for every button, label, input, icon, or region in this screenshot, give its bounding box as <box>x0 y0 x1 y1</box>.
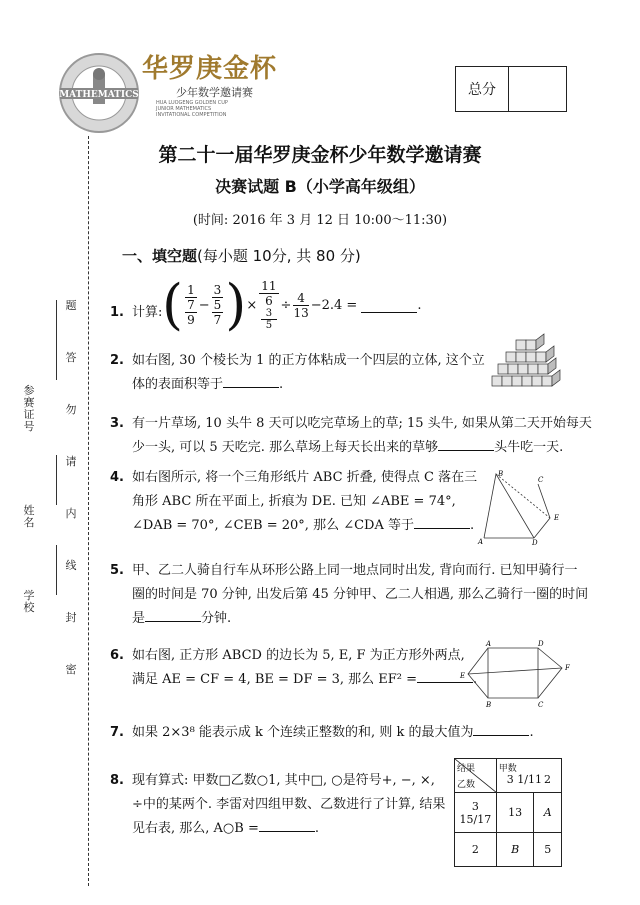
header-a-number: 甲数 <box>498 764 517 774</box>
label-a: A <box>486 640 492 648</box>
paren-close: ) <box>225 273 247 336</box>
table-cell: 2 <box>455 833 497 867</box>
q1-end: . <box>417 297 422 313</box>
table-corner-cell <box>455 759 497 793</box>
logo-subtitle: 少年数学邀请赛 <box>176 86 253 99</box>
question-number: 1. <box>110 305 124 320</box>
table-cell: B <box>496 833 534 867</box>
exam-time: (时间: 2016 年 3 月 12 日 10:00～11:30) <box>192 213 448 228</box>
question-line-text: 是 <box>132 611 146 626</box>
logo-ring-text: MATHEMATICS <box>59 90 139 100</box>
seal-line <box>88 136 89 886</box>
question-line-text: 见右表, 那么, A○B = <box>132 821 259 836</box>
line-end: . <box>473 672 478 687</box>
question-line-text: 体的表面积等于 <box>132 377 224 392</box>
question-line <box>132 607 588 631</box>
cell-value: 2 <box>544 773 551 786</box>
question-4 <box>110 466 478 542</box>
question-line: 有一片草场, 10 头牛 8 天可以吃完草场上的草; 15 头牛, 如果从第二天开始每天 <box>132 416 592 431</box>
answer-blank[interactable] <box>259 817 315 832</box>
id-line <box>30 300 57 380</box>
question-body <box>132 559 588 631</box>
question-body <box>132 644 477 692</box>
school-label: 学校 <box>23 589 35 614</box>
table-cell: 13 <box>496 793 534 833</box>
question-body <box>132 466 477 538</box>
score-value-field[interactable] <box>509 67 566 111</box>
question-line-text: ∠DAB = 70°, ∠CEB = 20°, 那么 ∠CDA 等于 <box>132 518 414 533</box>
question-line: 甲、乙二人骑自行车从环形公路上同一地点同时出发, 背向而行. 已知甲骑行一 <box>132 563 578 578</box>
answer-blank[interactable] <box>361 298 417 313</box>
label-b: B <box>486 701 492 709</box>
name-label: 姓名 <box>23 504 35 529</box>
competition-logo-emblem <box>58 52 140 134</box>
label-a: A <box>478 538 484 546</box>
label-e: E <box>460 672 466 680</box>
line-end: . <box>279 377 284 392</box>
seal-char-1: 题 <box>65 299 77 312</box>
section-note: (每小题 10分, 共 80 分) <box>197 247 361 265</box>
seal-char-6: 线 <box>65 559 77 572</box>
question-line <box>132 721 534 745</box>
question-body <box>132 721 534 745</box>
denominator-2: 9 <box>187 313 195 327</box>
question-number: 3. <box>110 416 124 431</box>
q1-expression <box>162 272 421 338</box>
line-end: 分钟. <box>201 611 232 626</box>
question-7 <box>110 721 534 747</box>
question-line <box>132 668 477 692</box>
seal-char-8: 密 <box>65 663 77 676</box>
line-end: . <box>529 725 534 740</box>
inner-frac <box>261 308 276 331</box>
school-line <box>30 545 57 595</box>
question-line: 现有算式: 甲数□乙数○1, 其中□, ○是符号+, −, ×, <box>132 773 435 788</box>
cell-value: 3 1/11 <box>506 773 542 786</box>
header-b-number: 乙数 <box>457 780 476 790</box>
seal-char-4: 请 <box>65 455 77 468</box>
denominator: 5 <box>265 320 273 331</box>
label-c: C <box>538 476 544 484</box>
logo-tiny-text: HUA LUOGENG GOLDEN CUP JUNIOR MATHEMATICS INVITATIONAL COMPETITION <box>156 100 228 118</box>
question-lead: 计算: <box>132 305 163 320</box>
numerator: 3 <box>261 308 276 320</box>
question-number: 6. <box>110 648 124 663</box>
answer-blank[interactable] <box>145 607 201 622</box>
question-5 <box>110 559 590 635</box>
seal-char-5: 内 <box>65 507 77 520</box>
section-title: 一、填空题 <box>122 247 198 265</box>
q1-frac-3 <box>259 279 278 331</box>
question-8 <box>110 769 450 845</box>
answer-blank[interactable] <box>438 436 494 451</box>
q1-frac-2 <box>212 283 224 327</box>
label-b: B <box>498 470 504 478</box>
q1-frac-4 <box>293 291 308 320</box>
label-d: D <box>538 640 544 648</box>
table-top-cell <box>496 759 561 793</box>
question-line: 圈的时间是 70 分钟, 出发后第 45 分钟甲、乙二人相遇, 那么乙骑行一圈的时间 <box>132 587 589 602</box>
numerator: 11 <box>261 279 277 293</box>
seal-char-2: 答 <box>65 351 77 364</box>
minus-sign: − <box>198 297 210 313</box>
denominator: 5 <box>213 298 222 312</box>
question-line-text: 如果 2×3⁸ 能表示成 k 个连续正整数的和, 则 k 的最大值为 <box>132 725 474 740</box>
question-number: 4. <box>110 470 124 485</box>
line-end: 头牛吃一天. <box>494 440 564 455</box>
folded-triangle-figure <box>474 470 574 546</box>
question-line <box>132 436 592 460</box>
numerator: 4 <box>293 291 308 306</box>
section-heading <box>122 245 361 266</box>
score-label: 总分 <box>456 67 509 111</box>
question-line: 如右图, 正方形 ABCD 的边长为 5, E, F 为正方形外两点, <box>132 648 465 663</box>
label-f: F <box>565 664 570 672</box>
label-e: E <box>554 514 560 522</box>
line-end: . <box>469 518 475 533</box>
denominator: 7 <box>187 298 195 312</box>
question-number: 7. <box>110 725 124 740</box>
question-3 <box>110 412 592 462</box>
seal-char-3: 勿 <box>65 403 77 416</box>
question-number: 5. <box>110 563 124 578</box>
question-number: 8. <box>110 773 124 788</box>
label-d: D <box>532 539 538 546</box>
total-score-box <box>455 66 567 112</box>
numerator: 3 <box>213 283 222 297</box>
cube-pyramid-figure <box>486 332 568 392</box>
numerator: 1 <box>187 283 195 297</box>
question-line <box>132 373 485 397</box>
square-hexagon-figure <box>458 638 576 710</box>
question-number: 2. <box>110 353 124 368</box>
question-line-text: 少一头, 可以 5 天吃完. 那么草场上每天长出来的草够 <box>132 440 439 455</box>
label-c: C <box>538 701 544 709</box>
results-table <box>454 758 562 867</box>
question-line: 角形 ABC 所在平面上, 折痕为 DE. 已知 ∠ABE = 74°, <box>132 494 456 509</box>
question-line <box>132 817 445 841</box>
table-cell: 3 15/17 <box>455 793 497 833</box>
question-2 <box>110 349 485 399</box>
logo-calligraphy: 华罗庚金杯 <box>142 54 278 84</box>
question-line: ÷中的某两个. 李雷对四组甲数、乙数进行了计算, 结果 <box>132 797 446 812</box>
times-sign: × <box>246 297 258 313</box>
denominator-2: 7 <box>213 313 222 327</box>
answer-blank[interactable] <box>414 514 470 529</box>
paren-open: ( <box>162 273 184 336</box>
question-body <box>132 412 592 460</box>
exam-subtitle: 决赛试题 B（小学高年级组） <box>215 177 425 196</box>
id-label: 参赛证号 <box>23 384 35 433</box>
header-result: 结果 <box>457 764 476 774</box>
line-end: . <box>314 821 319 836</box>
q1-frac-1 <box>185 283 197 327</box>
denominator: 13 <box>293 305 309 320</box>
table-cell: A <box>534 793 562 833</box>
question-6 <box>110 644 478 694</box>
exam-title: 第二十一届华罗庚金杯少年数学邀请赛 <box>158 144 482 166</box>
question-line-text: 满足 AE = CF = 4, BE = DF = 3, 那么 EF² = <box>132 672 418 687</box>
answer-blank[interactable] <box>223 373 279 388</box>
table-cell: 5 <box>534 833 562 867</box>
question-line: 如右图所示, 将一个三角形纸片 ABC 折叠, 使得点 C 落在三 <box>132 470 478 485</box>
question-line: 如右图, 30 个棱长为 1 的正方体粘成一个四层的立体, 这个立 <box>132 353 485 368</box>
question-body <box>132 349 485 397</box>
question-body <box>132 769 445 841</box>
whole: 6 <box>265 294 273 308</box>
q1-tail: −2.4 = <box>310 297 358 313</box>
seal-char-7: 封 <box>65 611 77 624</box>
divide-sign: ÷ <box>280 297 292 313</box>
mixed-denominator <box>259 294 278 331</box>
name-line <box>30 455 57 505</box>
question-line <box>132 514 477 538</box>
answer-blank[interactable] <box>473 721 529 736</box>
